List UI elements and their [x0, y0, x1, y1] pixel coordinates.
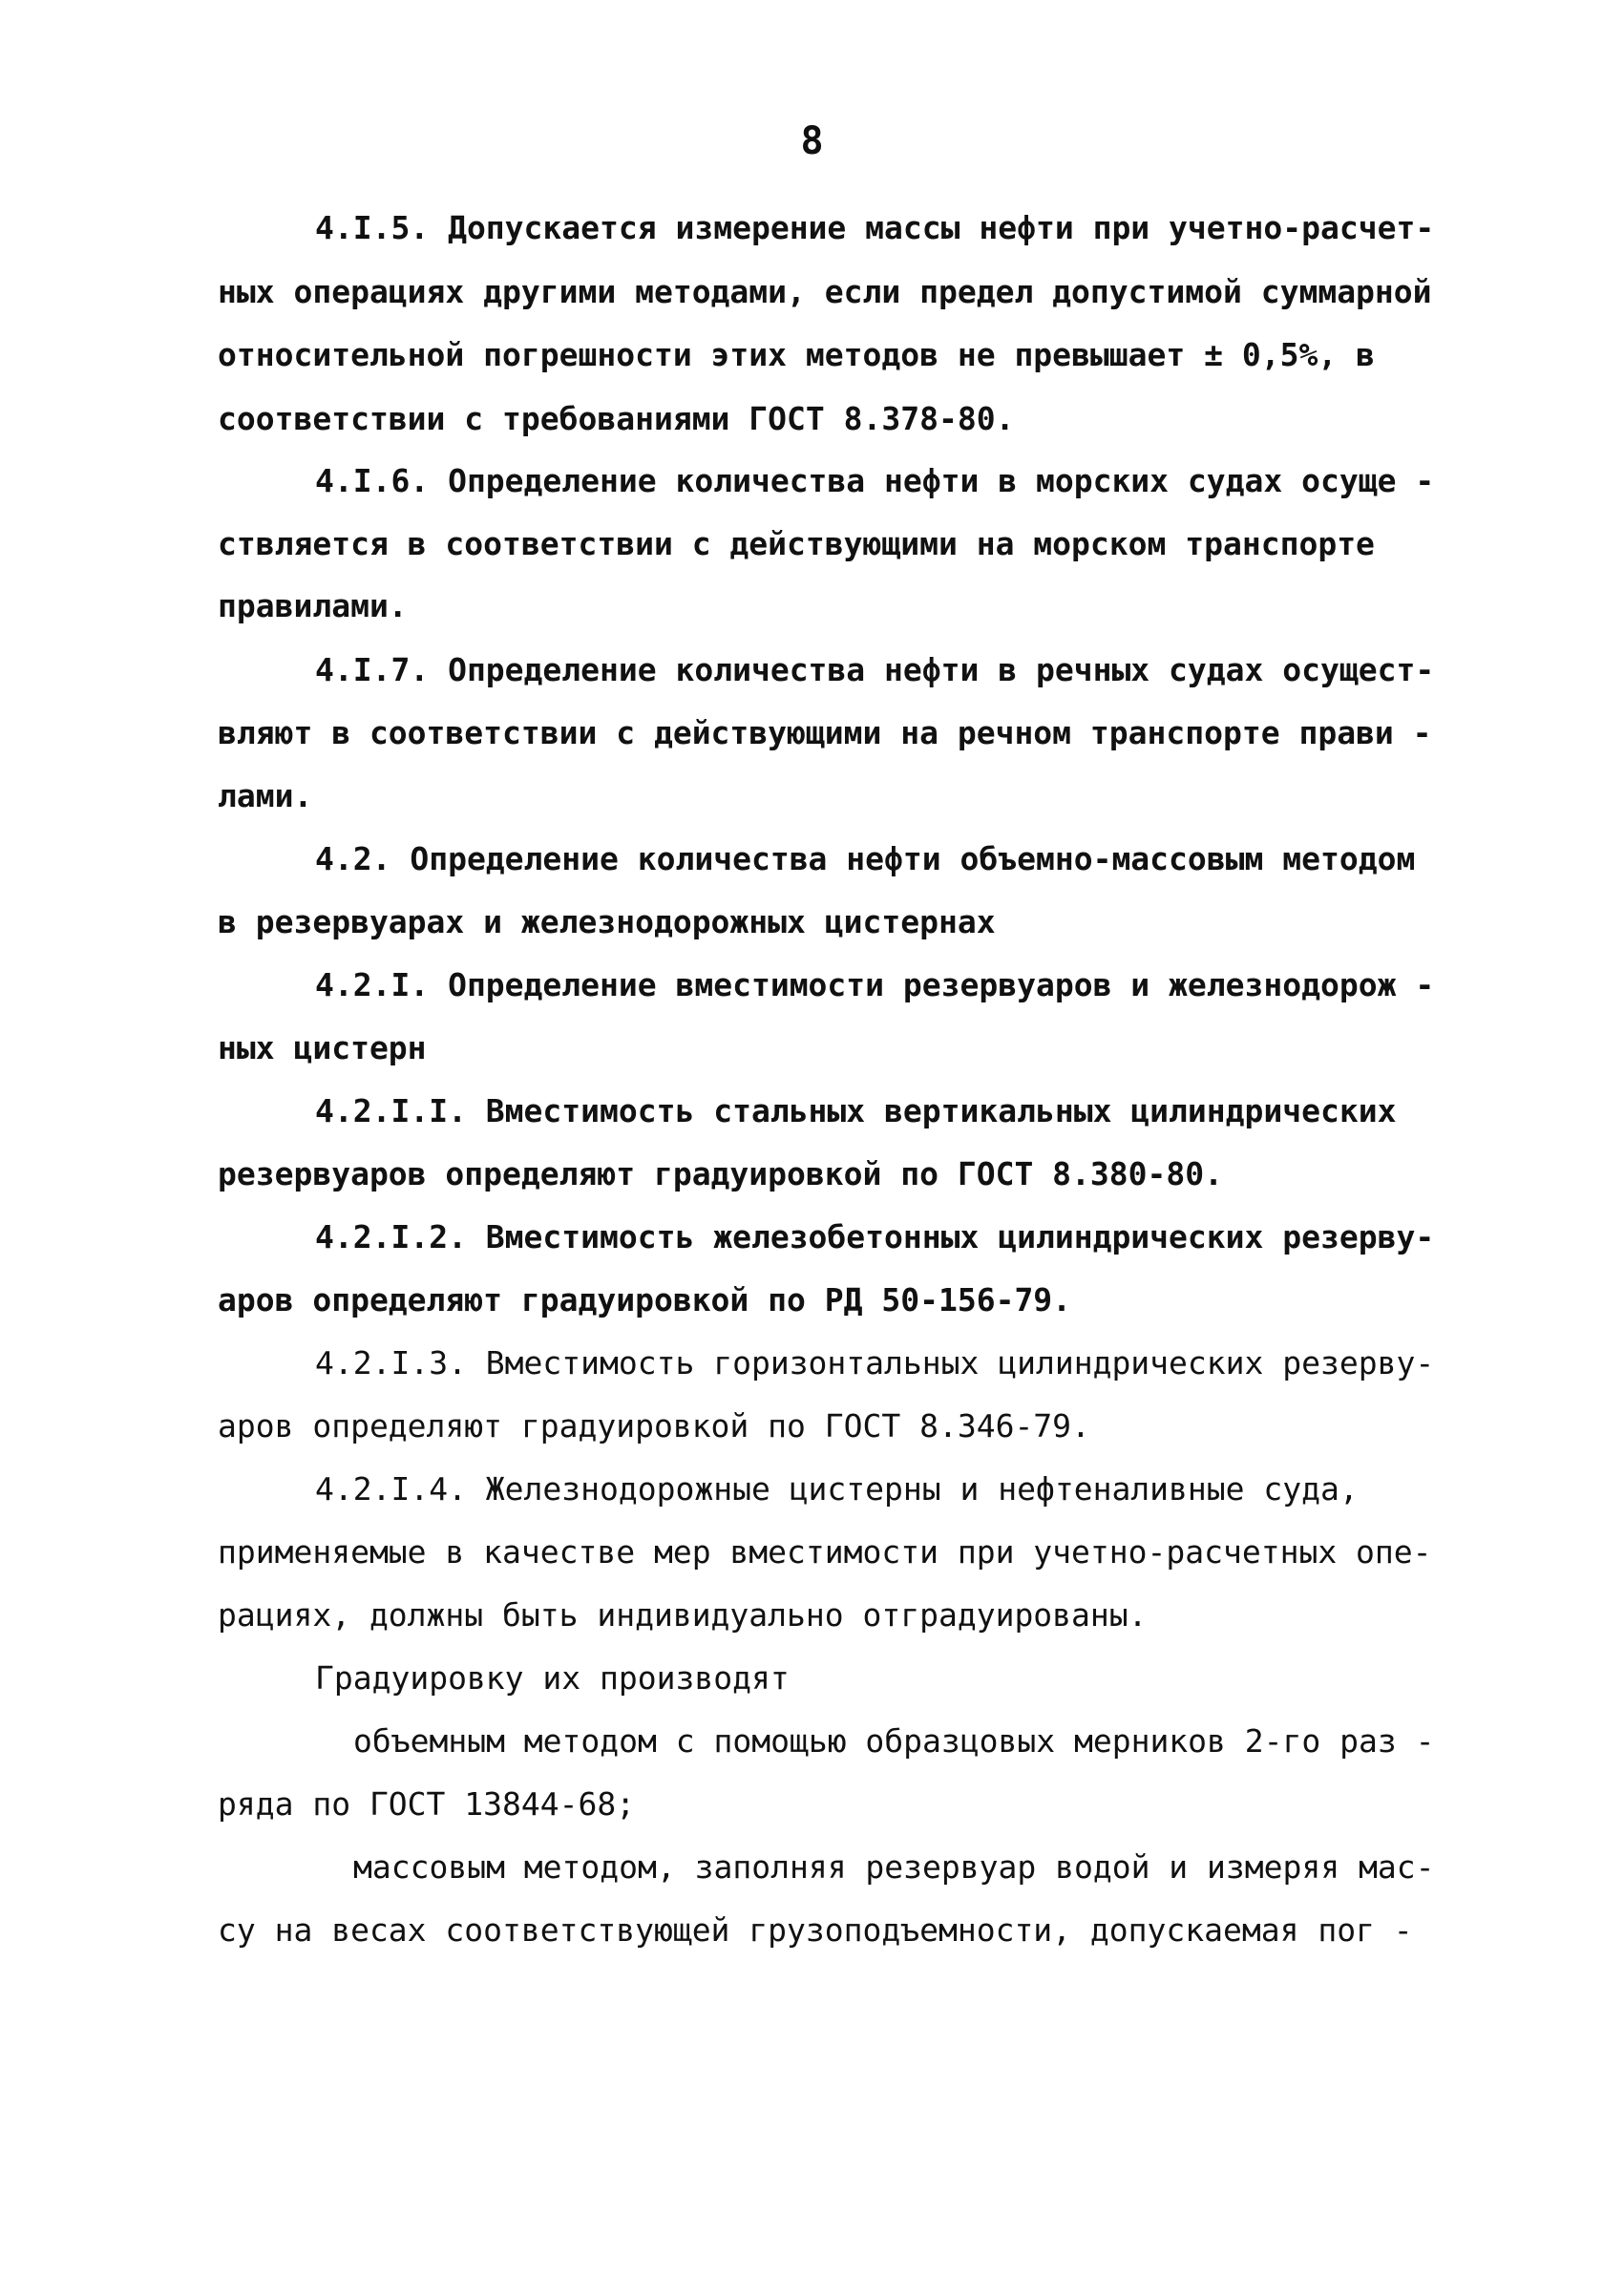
page-number: 8: [800, 119, 824, 163]
text-line: су на весах соответствующей грузоподъемности, допускаемая пог -: [218, 1911, 1413, 1949]
text-line: аров определяют градуировкой по ГОСТ 8.346-79.: [218, 1407, 1090, 1445]
subsection-heading: ных цистерн: [218, 1029, 427, 1066]
text-line: 4.I.6. Определение количества нефти в морских судах осуще -: [315, 462, 1435, 499]
text-line: относительной погрешности этих методов не превышает ± 0,5%, в: [218, 336, 1375, 373]
text-line: аров определяют градуировкой по РД 50-156-79.: [218, 1281, 1072, 1318]
section-heading: в резервуарах и железнодорожных цистернах: [218, 903, 996, 940]
text-line: резервуаров определяют градуировкой по ГОСТ 8.380-80.: [218, 1155, 1223, 1192]
text-line: правилами.: [218, 587, 408, 624]
text-line: 4.2.I.2. Вместимость железобетонных цилиндрических резерву-: [315, 1218, 1435, 1255]
text-line: массовым методом, заполняя резервуар водой и измеряя мас-: [353, 1848, 1435, 1886]
text-line: лами.: [218, 777, 313, 814]
section-heading: 4.2. Определение количества нефти объемно-массовым методом: [315, 840, 1416, 877]
text-line: Градуировку их производят: [315, 1659, 790, 1697]
text-line: ряда по ГОСТ 13844-68;: [218, 1785, 636, 1823]
text-line: рациях, должны быть индивидуально отградуированы.: [218, 1596, 1148, 1634]
text-line: ствляется в соответствии с действующими на морском транспорте: [218, 525, 1375, 562]
text-line: соответствии с требованиями ГОСТ 8.378-80.: [218, 400, 1015, 437]
text-line: ных операциях другими методами, если предел допустимой суммарной: [218, 273, 1432, 310]
text-line: 4.2.I.I. Вместимость стальных вертикальных цилиндрических: [315, 1092, 1397, 1129]
text-line: применяемые в качестве мер вместимости при учетно-расчетных опе-: [218, 1533, 1432, 1571]
text-line: объемным методом с помощью образцовых мерников 2-го раз -: [353, 1722, 1435, 1760]
text-line: 4.2.I.3. Вместимость горизонтальных цилиндрических резерву-: [315, 1344, 1435, 1382]
text-line: 4.I.7. Определение количества нефти в речных судах осущест-: [315, 651, 1435, 688]
text-line: 4.I.5. Допускается измерение массы нефти при учетно-расчет-: [315, 209, 1435, 246]
text-line: вляют в соответствии с действующими на речном транспорте прави -: [218, 714, 1432, 751]
subsection-heading: 4.2.I. Определение вместимости резервуаров и железнодорож -: [315, 966, 1435, 1003]
text-line: 4.2.I.4. Железнодорожные цистерны и нефтеналивные суда,: [315, 1470, 1359, 1508]
